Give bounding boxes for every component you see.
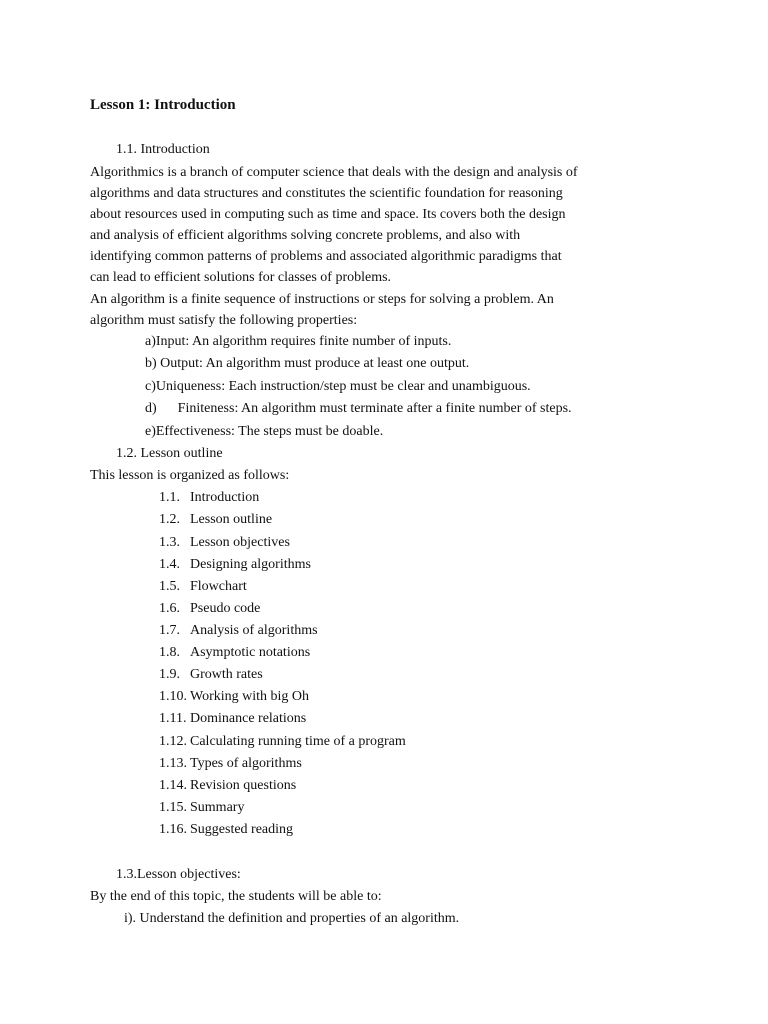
outline-number: 1.2. (159, 512, 180, 527)
definition-paragraph (90, 289, 650, 331)
outline-number: 1.5. (159, 579, 180, 594)
paragraph-line: Algorithmics is a branch of computer science that deals with the design and analysis of (90, 165, 578, 180)
lesson-title: Lesson 1: Introduction (90, 97, 236, 113)
outline-item (159, 509, 272, 531)
outline-text: Revision questions (190, 778, 297, 793)
outline-text: Dominance relations (190, 711, 307, 726)
section-heading-lesson-outline: 1.2. Lesson outline (116, 446, 223, 461)
outline-item (159, 576, 247, 598)
outline-item (159, 598, 260, 620)
section-heading-introduction: 1.1. Introduction (116, 142, 210, 157)
outline-text: Designing algorithms (190, 557, 311, 572)
outline-number: 1.11. (159, 711, 187, 726)
property-item: a)Input: An algorithm requires finite number of inputs. (145, 334, 452, 349)
outline-text: Asymptotic notations (190, 645, 311, 660)
outline-item (159, 775, 296, 797)
outline-item (159, 686, 309, 708)
outline-number: 1.16. (159, 822, 187, 837)
outline-text: Suggested reading (190, 822, 294, 837)
outline-item (159, 554, 311, 576)
outline-text: Flowchart (190, 579, 247, 594)
outline-number: 1.12. (159, 734, 187, 749)
paragraph-line: An algorithm is a finite sequence of instructions or steps for solving a problem. An (90, 292, 554, 307)
outline-intro: This lesson is organized as follows: (90, 468, 290, 483)
outline-item (159, 532, 290, 554)
outline-text: Lesson objectives (190, 535, 290, 550)
outline-number: 1.9. (159, 667, 180, 682)
outline-item (159, 731, 406, 753)
outline-number: 1.3. (159, 535, 180, 550)
outline-text: Pseudo code (190, 601, 261, 616)
paragraph-line: about resources used in computing such as time and space. Its covers both the design (90, 207, 566, 222)
outline-text: Analysis of algorithms (190, 623, 318, 638)
outline-number: 1.13. (159, 756, 187, 771)
outline-number: 1.14. (159, 778, 187, 793)
outline-item (159, 819, 293, 841)
property-item: c)Uniqueness: Each instruction/step must be clear and unambiguous. (145, 379, 531, 394)
outline-number: 1.7. (159, 623, 180, 638)
outline-number: 1.4. (159, 557, 180, 572)
outline-number: 1.6. (159, 601, 180, 616)
outline-item (159, 620, 318, 642)
outline-text: Lesson outline (190, 512, 273, 527)
paragraph-line: can lead to efficient solutions for classes of problems. (90, 270, 392, 285)
outline-number: 1.8. (159, 645, 180, 660)
paragraph-line: algorithm must satisfy the following properties: (90, 313, 358, 328)
outline-number: 1.15. (159, 800, 187, 815)
outline-number: 1.1. (159, 490, 180, 505)
outline-number: 1.10. (159, 689, 187, 704)
paragraph-line: algorithms and data structures and constitutes the scientific foundation for reasoning (90, 186, 563, 201)
introduction-paragraph (90, 162, 650, 288)
outline-item (159, 642, 310, 664)
outline-text: Calculating running time of a program (190, 734, 406, 749)
property-item: b) Output: An algorithm must produce at least one output. (145, 356, 470, 371)
objectives-intro: By the end of this topic, the students will be able to: (90, 889, 382, 904)
paragraph-line: identifying common patterns of problems and associated algorithmic paradigms that (90, 249, 562, 264)
outline-item (159, 664, 263, 686)
outline-item (159, 753, 302, 775)
outline-item (159, 487, 259, 509)
objective-item: i). Understand the definition and properties of an algorithm. (124, 911, 460, 926)
paragraph-line: and analysis of efficient algorithms solving concrete problems, and also with (90, 228, 521, 243)
outline-text: Types of algorithms (190, 756, 302, 771)
outline-text: Working with big Oh (190, 689, 310, 704)
property-item: e)Effectiveness: The steps must be doable. (145, 424, 384, 439)
outline-item (159, 708, 306, 730)
property-item: d) Finiteness: An algorithm must terminate after a finite number of steps. (145, 401, 572, 416)
outline-text: Introduction (190, 490, 260, 505)
section-heading-lesson-objectives: 1.3.Lesson objectives: (116, 867, 241, 882)
outline-text: Growth rates (190, 667, 263, 682)
outline-item (159, 797, 244, 819)
outline-text: Summary (190, 800, 245, 815)
